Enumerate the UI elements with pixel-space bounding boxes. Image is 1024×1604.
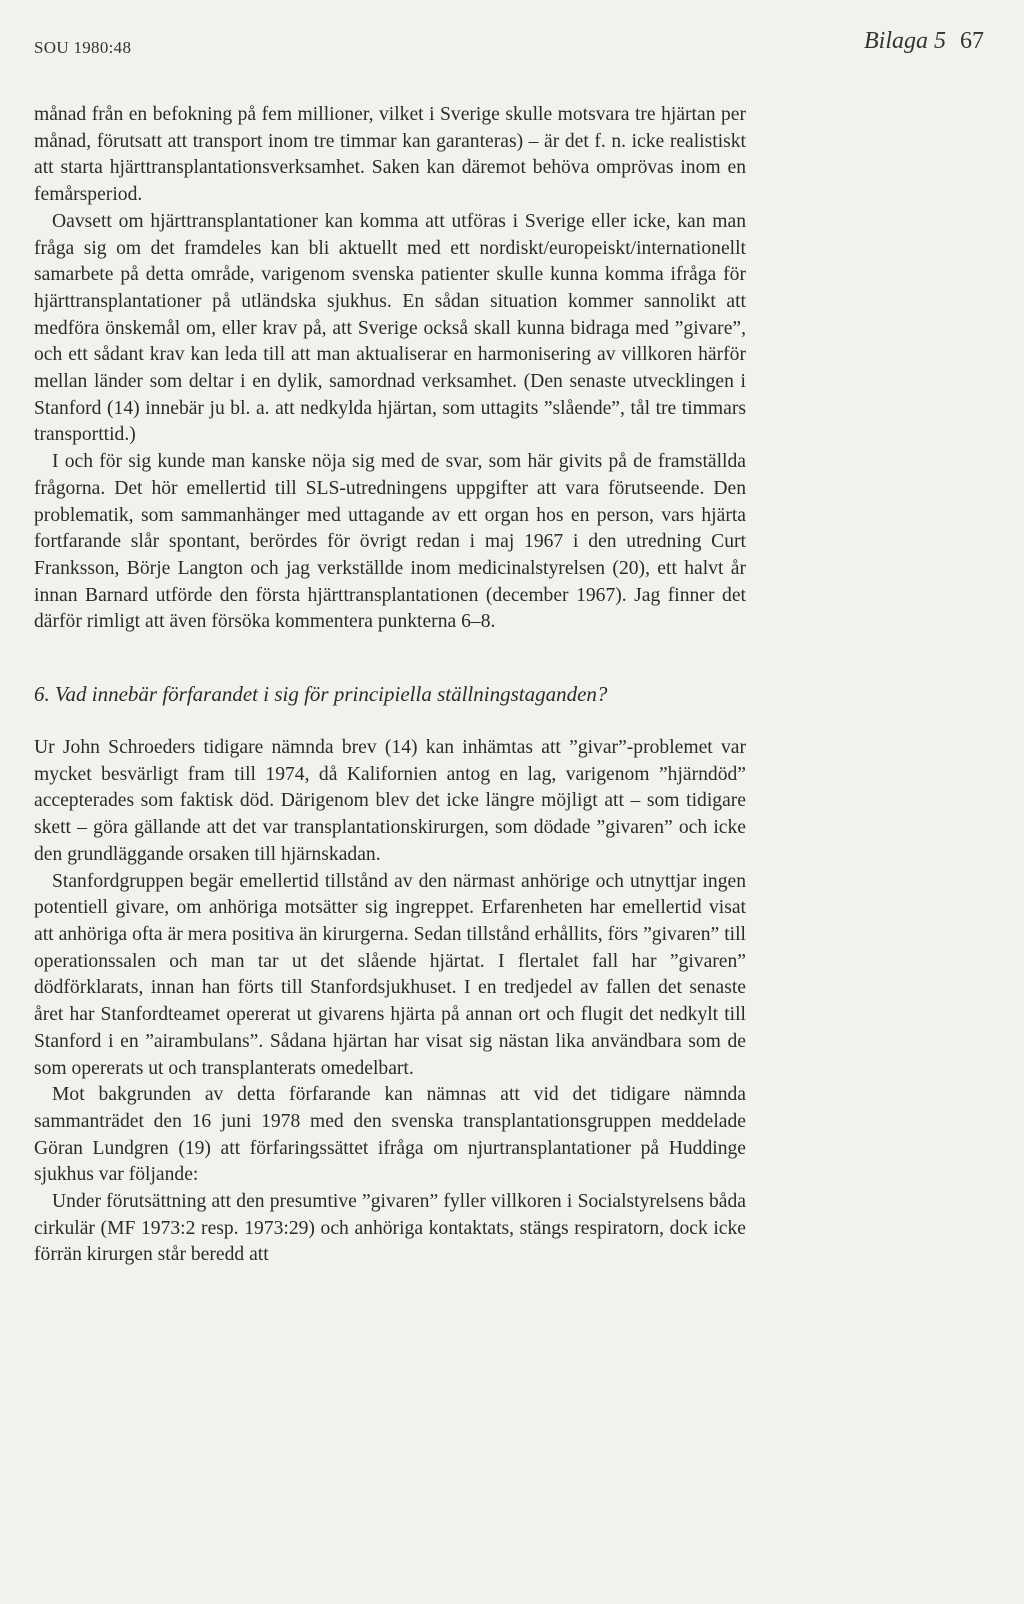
appendix-label: Bilaga 5 (864, 28, 946, 54)
paragraph: Oavsett om hjärttransplantationer kan komma att utföras i Sverige eller icke, kan man fråga sig om det framdeles kan bli aktuellt med ett nordiskt/europeiskt/internationellt samarbete på detta område, varigenom svenska patienter skulle kunna komma ifråga för hjärttransplantationer på utländska sjukhus. En sådan situation kommer sannolikt att medföra önskemål om, eller krav på, att Sverige också skall kunna bidraga med ”givare”, och ett sådant krav kan leda till att man aktualiserar en harmonisering av villkoren härför mellan länder som deltar i en dylik, samordnad verksamhet. (Den senaste utvecklingen i Stanford (14) innebär ju bl. a. att nedkylda hjärtan, som uttagits ”slående”, tål tre timmars transporttid.) (34, 210, 746, 446)
section-heading: 6. Vad innebär förfarandet i sig för principiella ställningstaganden? (34, 682, 608, 707)
page-number: 67 (960, 28, 984, 54)
header-right (864, 28, 984, 55)
body-text (34, 102, 746, 1269)
report-reference: SOU 1980:48 (34, 38, 132, 57)
paragraph: Under förutsättning att den presumtive ”givaren” fyller villkoren i Socialstyrelsens båda cirkulär (MF 1973:2 resp. 1973:29) och anhöriga kontaktats, stängs respiratorn, dock icke förrän kirurgen står beredd att (34, 1191, 746, 1266)
page-header (34, 26, 984, 66)
paragraph: Mot bakgrunden av detta förfarande kan nämnas att vid det tidigare nämnda sammanträdet den 16 juni 1978 med den svenska transplantationsgruppen meddelade Göran Lundgren (19) att förfaringssättet ifråga om njurtransplantationer på Huddinge sjukhus var följande: (34, 1084, 746, 1186)
paragraph: Ur John Schroeders tidigare nämnda brev (14) kan inhämtas att ”givar”-problemet var mycket besvärligt fram till 1974, då Kalifornien antog en lag, varigenom ”hjärndöd” accepterades som faktisk död. Därigenom blev det icke längre möjligt att – som tidigare skett – göra gällande att det var transplantationskirurgen, som dödade ”givaren” och icke den grundläggande orsaken till hjärnskadan. (34, 737, 746, 865)
paragraph: månad från en befokning på fem millioner, vilket i Sverige skulle motsvara tre hjärtan per månad, förutsatt att transport inom tre timmar kan garanteras) – är det f. n. icke realistiskt att starta hjärttransplantationsverksamhet. Saken kan däremot behöva omprövas inom en femårsperiod. (34, 104, 746, 206)
paragraph: I och för sig kunde man kanske nöja sig med de svar, som här givits på de framställda frågorna. Det hör emellertid till SLS-utredningens uppgifter att vara förutseende. Den problematik, som sammanhänger med uttagande av ett organ hos en person, vars hjärta fortfarande slår spontant, berördes för övrigt redan i maj 1967 i den utredning Curt Franksson, Börje Langton och jag verkställde inom medicinalstyrelsen (20), ett halvt år innan Barnard utförde den första hjärttransplantationen (december 1967). Jag finner det därför rimligt att även försöka kommentera punkterna 6–8. (34, 451, 746, 633)
paragraph: Stanfordgruppen begär emellertid tillstånd av den närmast anhörige och utnyttjar ingen potentiell givare, om anhöriga motsätter sig ingreppet. Erfarenheten har emellertid visat att anhöriga ofta är mera positiva än kirurgerna. Sedan tillstånd erhållits, förs ”givaren” till operationssalen och man tar ut det slående hjärtat. I flertalet fall har ”givaren” dödförklarats, innan han förts till Stanfordsjukhuset. I en tredjedel av fallen det senaste året har Stanfordteamet opererat ut givarens hjärta på annan ort och flugit det nedkylt till Stanford i en ”airambulans”. Sådana hjärtan har visat sig nästan lika användbara som de som opererats ut och transplanterats omedelbart. (34, 870, 746, 1079)
